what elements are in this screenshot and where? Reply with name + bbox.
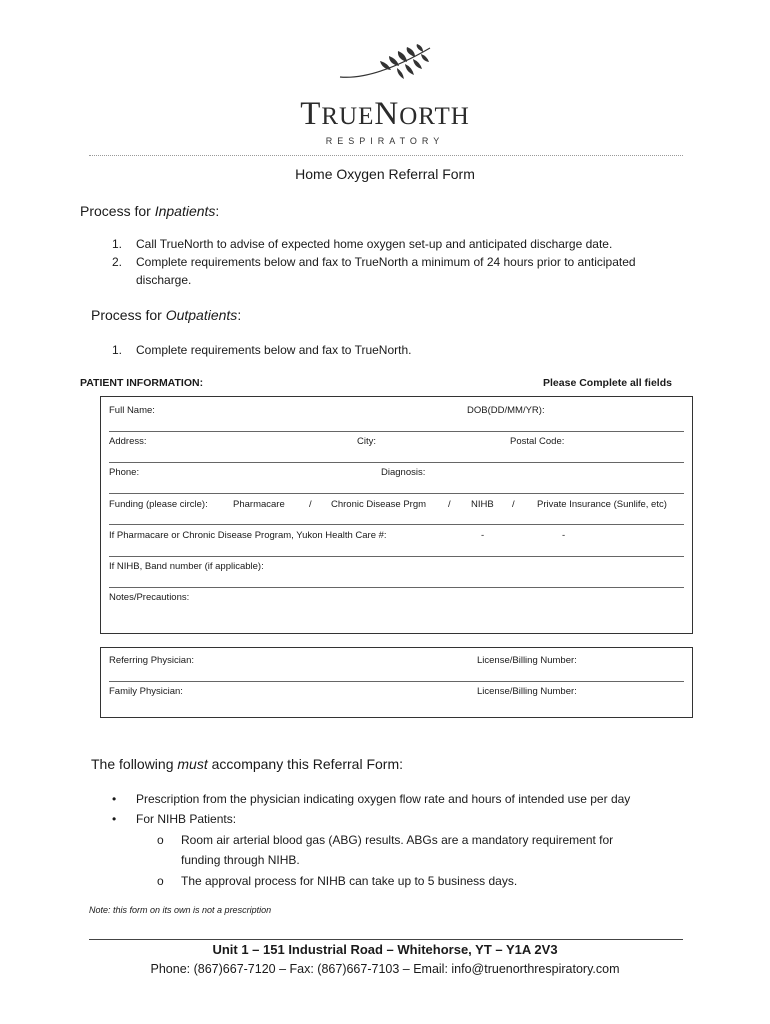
- funding-option-nihb[interactable]: NIHB: [471, 499, 494, 510]
- form-title: Home Oxygen Referral Form: [295, 166, 475, 182]
- full-name-label: Full Name:: [109, 405, 155, 416]
- circle-bullet-icon: o: [157, 874, 164, 888]
- patient-info-box: [100, 396, 693, 634]
- health-care-dash: -: [562, 530, 566, 541]
- postal-code-label: Postal Code:: [510, 436, 565, 447]
- city-label: City:: [357, 436, 376, 447]
- license-billing-label: License/Billing Number:: [477, 655, 577, 666]
- band-number-label: If NIHB, Band number (if applicable):: [109, 561, 264, 572]
- funding-label: Funding (please circle):: [109, 499, 208, 510]
- circle-bullet-icon: o: [157, 833, 164, 847]
- address-label: Address:: [109, 436, 147, 447]
- funding-option-private-insurance[interactable]: Private Insurance (Sunlife, etc): [537, 499, 667, 510]
- field-line: [109, 431, 684, 432]
- prescription-note: Note: this form on its own is not a prescription: [89, 905, 272, 915]
- funding-separator: /: [512, 499, 515, 510]
- field-line: [109, 587, 684, 588]
- funding-separator: /: [309, 499, 312, 510]
- field-line: [109, 524, 684, 525]
- health-care-number-label: If Pharmacare or Chronic Disease Program, Yukon Health Care #:: [109, 530, 387, 541]
- funding-option-pharmacare[interactable]: Pharmacare: [233, 499, 285, 510]
- health-care-dash: -: [481, 530, 485, 541]
- bullet-icon: •: [112, 792, 117, 806]
- field-line: [109, 462, 684, 463]
- dob-label: DOB(DD/MM/YR):: [467, 405, 545, 416]
- inpatients-heading: Process for Inpatients:: [80, 203, 220, 219]
- header-divider: [89, 155, 683, 156]
- footer-address: Unit 1 – 151 Industrial Road – Whitehorse, YT – Y1A 2V3: [212, 942, 558, 957]
- field-line: [109, 493, 684, 494]
- bullet-icon: •: [112, 812, 117, 826]
- license-billing-label: License/Billing Number:: [477, 686, 577, 697]
- phone-label: Phone:: [109, 467, 140, 478]
- field-line: [109, 681, 684, 682]
- patient-info-label: PATIENT INFORMATION:: [80, 377, 204, 389]
- outpatients-heading: Process for Outpatients:: [91, 307, 242, 323]
- field-line: [109, 556, 684, 557]
- physician-box: [100, 647, 693, 718]
- leaf-branch-logo-icon: [335, 44, 435, 98]
- complete-all-fields-note: Please Complete all fields: [543, 377, 672, 389]
- brand-tagline: RESPIRATORY: [325, 136, 445, 146]
- footer-divider: [89, 939, 683, 940]
- notes-label: Notes/Precautions:: [109, 592, 190, 603]
- inpatients-list: 1. Call TrueNorth to advise of expected home oxygen set-up and anticipated discharge date. 2. Complete requirements below and fax to TrueNorth a minimum of 24 hours prior to anticipated discharge.: [112, 237, 636, 287]
- footer-contact: Phone: (867)667-7120 – Fax: (867)667-7103 – Email: info@truenorthrespiratory.com: [150, 962, 620, 976]
- outpatients-list: 1. Complete requirements below and fax to TrueNorth.: [112, 343, 412, 357]
- requirements-list: • Prescription from the physician indicating oxygen flow rate and hours of intended use per day • For NIHB Patients: o Room air arterial blood gas (ABG) results. ABGs are a mandatory requirement for funding through NIHB. o The approval process for NIHB can take up to 5 business days.: [112, 789, 682, 894]
- brand-logo-text: TRUENORTH: [300, 96, 470, 132]
- diagnosis-label: Diagnosis:: [381, 467, 426, 478]
- referring-physician-label: Referring Physician:: [109, 655, 195, 666]
- funding-option-chronic-disease[interactable]: Chronic Disease Prgm: [331, 499, 427, 510]
- family-physician-label: Family Physician:: [109, 686, 183, 697]
- must-accompany-heading: The following must accompany this Referral Form:: [91, 756, 404, 772]
- funding-separator: /: [448, 499, 451, 510]
